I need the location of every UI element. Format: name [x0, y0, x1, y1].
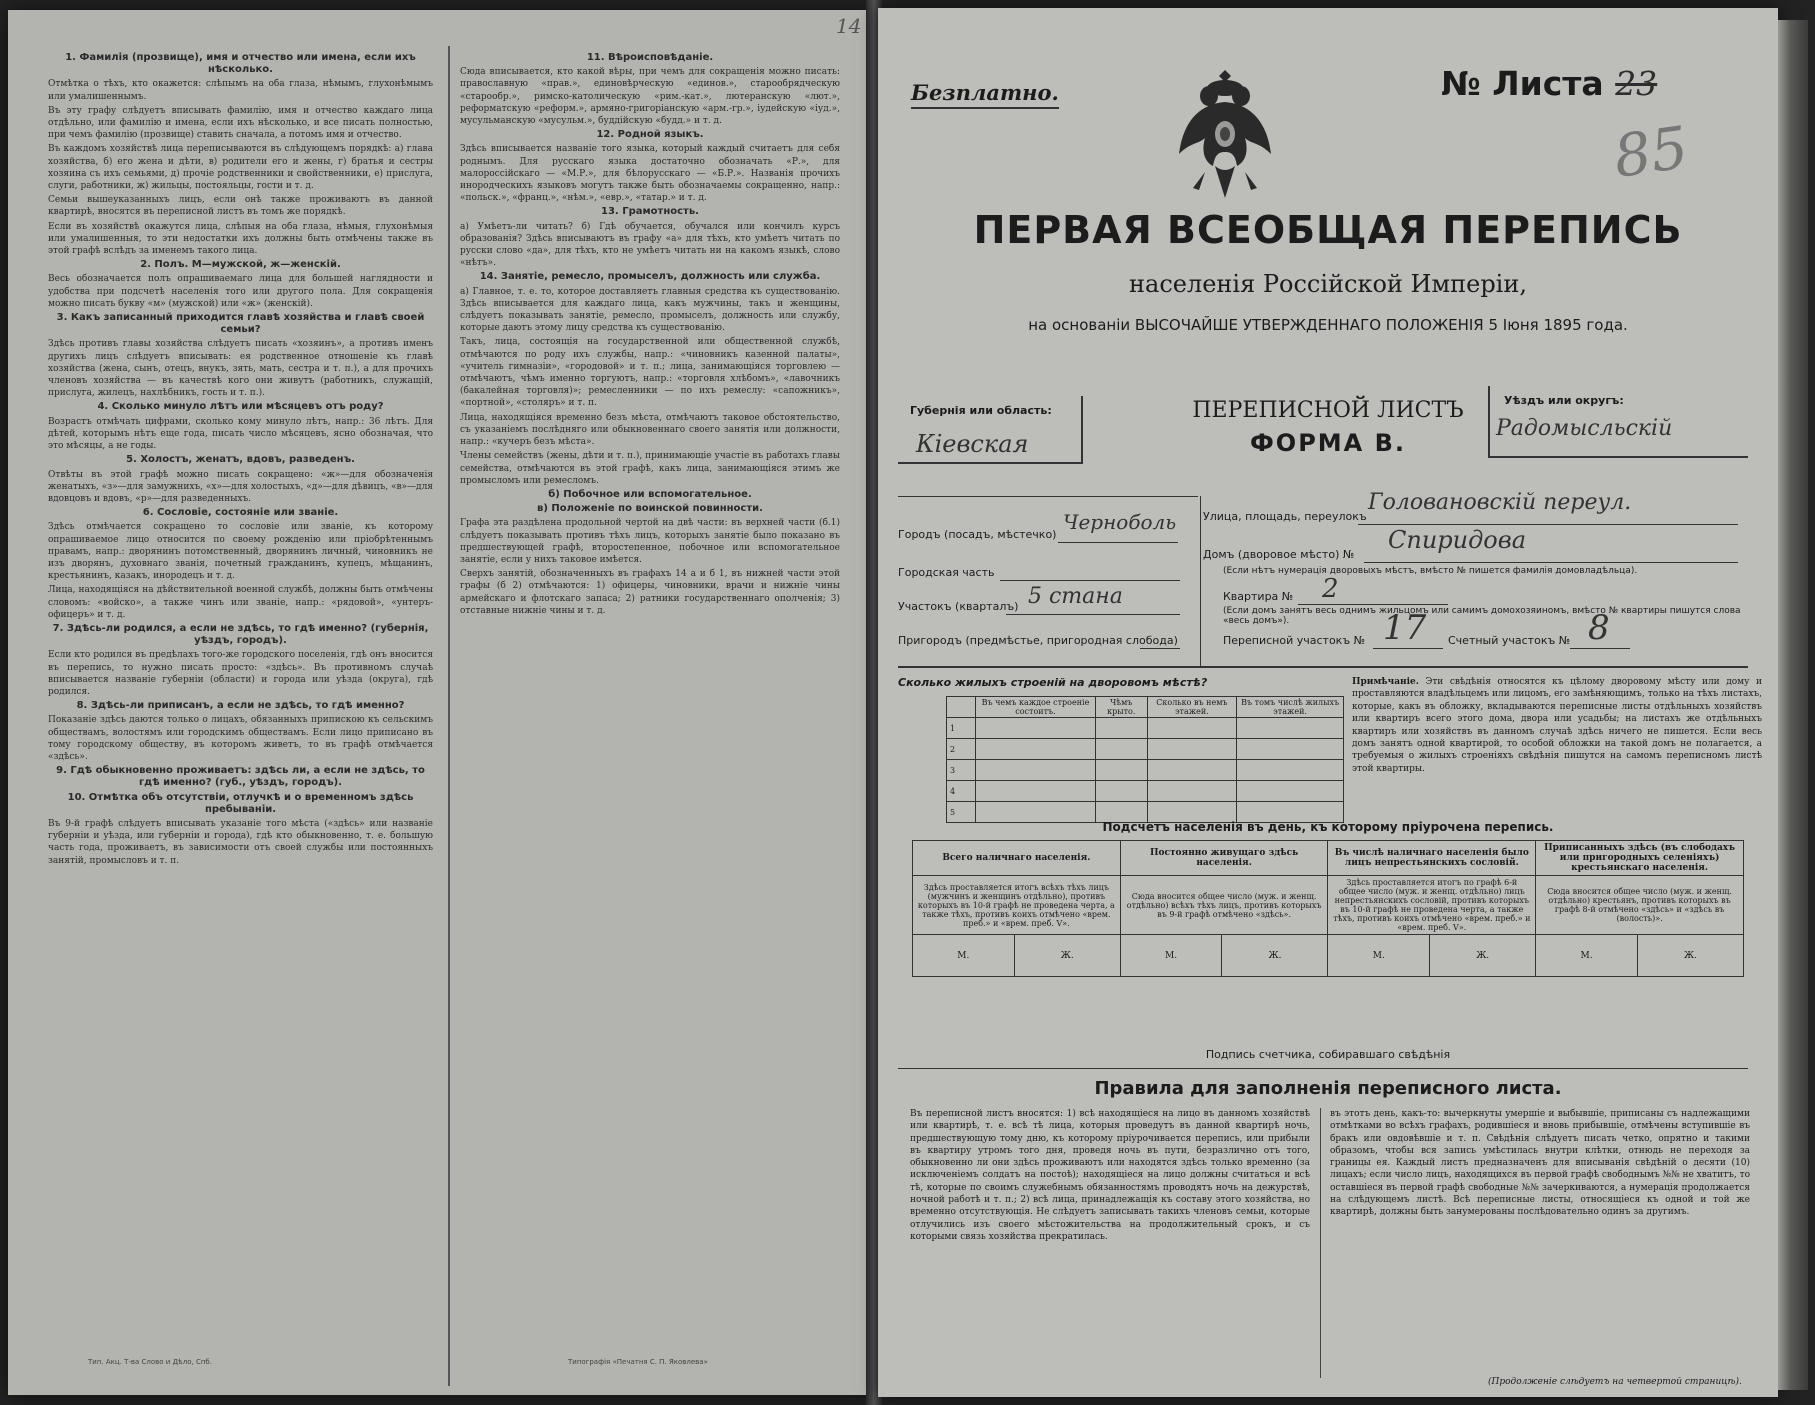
buildings-table: [946, 696, 1344, 823]
buildings-cell: [1095, 760, 1147, 781]
ward-line: [1006, 614, 1180, 615]
rules-column-2: въ этотъ день, какъ-то: вычеркнуты умершіе и выбывшіе, приписаны съ надлежащими отмѣтками во всѣхъ графахъ, родившіеся и вновь прибывшіе, отмѣчены вступившіе въ бракъ или овдовѣвшіе и т. п. Свѣдѣнія слѣдуетъ писать четко, опрятно и такими образомъ, чтобы вся запись умѣстилась внутри клѣтки, отнюдь не переходя за границы ея. Каждый листъ предназначенъ для вписыванія свѣдѣній о десяти (10) лицахъ; если число лицъ, находящихся въ первой графѣ свободнымъ №№ не хватитъ, то оставшіеся въ первой графѣ свободные №№ зачеркиваются, а нумерація продолжается на слѣдующемъ листѣ. Всѣ переписные листы, относящіеся къ одной и той же квартирѣ, должны быть занумерованы послѣдовательно одинъ за другимъ.: [1330, 1109, 1750, 1218]
suburb-line: [1140, 648, 1180, 649]
instruction-paragraph: Графа эта раздѣлена продольной чертой на двѣ части: въ верхней части (б.1) слѣдуетъ показывать противъ тѣхъ лицъ, которыхъ занятіе было показано въ предшествующей графѣ, второстепенное, побочное или вспомогательное занятіе, если у нихъ таковое имѣется.: [460, 518, 840, 565]
signature-divider: [898, 1068, 1748, 1069]
instruction-paragraph: Въ 9-й графѣ слѣдуетъ вписывать указаніе того мѣста («здѣсь» или названіе губерніи и уѣзда, или губерніи и города), гдѣ кто обыкновенно, т. е. большую часть года, проживаетъ, въ зависимости отъ своей службы или постоянныхъ занятій, промысловъ и т. п.: [48, 818, 433, 866]
page-stack-edge: [1778, 20, 1808, 1390]
buildings-note-head: Примѣчаніе.: [1352, 677, 1419, 687]
population-w-4: Ж.: [1637, 935, 1743, 977]
house-value: Спиридова: [1388, 526, 1527, 554]
house-line: [1364, 562, 1738, 563]
left-page: [8, 10, 870, 1395]
instruction-heading: 4. Сколько минуло лѣтъ или мѣсяцевъ отъ роду?: [97, 401, 384, 413]
section-divider-2: [898, 666, 1748, 668]
instruction-paragraph: Возрастъ отмѣчать цифрами, сколько кому минуло лѣтъ, напр.: 36 лѣтъ. Для дѣтей, которымъ нѣтъ еще года, писать число мѣсяцевъ, ясно обозначая, что это мѣсяцы, а не годы.: [48, 416, 433, 452]
population-h2: Постоянно живущаго здѣсь населенія.: [1120, 841, 1328, 876]
vertical-divider: [1200, 496, 1201, 666]
district-label: Уѣздъ или округъ:: [1504, 394, 1624, 407]
rules-divider: [1320, 1108, 1321, 1378]
buildings-row-number: 2: [947, 739, 976, 760]
buildings-row: [947, 739, 1344, 760]
instruction-paragraph: Здѣсь вписывается названіе того языка, который каждый считаетъ для себя роднымъ. Для русскаго языка достаточно обозначать «Р.», для малороссійскаго — «М.Р.», для бѣлорусскаго — «Б.Р.». Названія прочихъ инородческихъ языковъ могутъ также быть обозначаемы сокращенно, напр.: «польск.», «франц.», «нѣм.», «евр.», «татар.» и т. д.: [460, 144, 840, 204]
instruction-heading: 7. Здѣсь-ли родился, а если не здѣсь, то гдѣ именно? (губернія, уѣздъ, городъ).: [52, 622, 429, 647]
census-area-value: 17: [1383, 608, 1427, 648]
population-table: [912, 840, 1744, 977]
instruction-paragraph: Въ каждомъ хозяйствѣ лица переписываются въ слѣдующемъ порядкѣ: а) глава хозяйства, б) его жена и дѣти, в) родители его и жены, г) братья и сестры хозяина съ ихъ семьями, д) прочіе родственники и свойственники, е) прислуга, слуги, работники, ж) жильцы, постояльцы, гости и т. д.: [48, 144, 433, 192]
instruction-paragraph: Семьи вышеуказанныхъ лицъ, если онѣ также проживаютъ въ данной квартирѣ, вносятся въ переписной листъ въ томъ же порядкѣ.: [48, 195, 433, 218]
instruction-paragraph: Лица, находящіяся временно безъ мѣста, отмѣчаютъ таковое обстоятельство, съ указаніемъ послѣдняго или обыкновеннаго своего занятія или должности, напр.: «кучеръ безъ мѣста».: [460, 412, 840, 448]
population-w-1: Ж.: [1014, 935, 1120, 977]
imperial-eagle-emblem: [1175, 66, 1275, 206]
buildings-cell: [1237, 739, 1344, 760]
instruction-heading: 13. Грамотность.: [601, 206, 699, 218]
instruction-paragraph: Сверхъ занятій, обозначенныхъ въ графахъ 14 а и б 1, въ нижней части этой графы (б 2) отмѣчаются: 1) офицеры, чиновники, врачи и нижніе чины армейскаго и флотскаго запаса; 2) ратники государственнаго ополченія; 3) отставные нижніе чины и т. д.: [460, 569, 840, 616]
population-d1: Здѣсь проставляется итогъ всѣхъ тѣхъ лицъ (мужчинъ и женщинъ отдѣльно), противъ которыхъ въ 10-й графѣ не проведена черта, а также тѣхъ, противъ коихъ отмѣчено «врем. преб.» и «врем. преб. V».: [913, 876, 1121, 935]
sheet-number: [1441, 64, 1657, 103]
free-label: Безплатно.: [911, 80, 1059, 109]
instruction-paragraph: Отвѣты въ этой графѣ можно писать сокращено: «ж»—для обозначенія женатыхъ, «з»—для замужнихъ, «х»—для холостыхъ, «д»—для дѣвицъ, «в»—для вдовцовъ и вдовъ, «р»—для разведенныхъ.: [48, 469, 433, 504]
buildings-row-number: 5: [947, 802, 976, 823]
street-value: Головановскій переул.: [1368, 490, 1632, 515]
population-w-3: Ж.: [1430, 935, 1536, 977]
buildings-cell: [976, 739, 1096, 760]
form-type: ФОРМА В.: [1249, 429, 1406, 457]
instruction-paragraph: Если въ хозяйствѣ окажутся лица, слѣпыя на оба глаза, нѣмыя, глухонѣмыя или умалишенныя, то эти недостатки ихъ должны быть отмѣчены также въ этой графѣ вслѣдъ за именемъ такого лица.: [48, 221, 433, 257]
buildings-col-a: Въ чемъ каждое строеніе состоитъ.: [976, 697, 1096, 718]
city-line: [1058, 542, 1178, 543]
buildings-note-text: Эти свѣдѣнія относятся къ цѣлому дворовому мѣсту или дому и проставляются владѣльцемъ или лицомъ, его замѣняющимъ, только на тѣхъ листахъ, которые, какъ въ обложку, вкладываются переписные листы отдѣльныхъ хозяйствъ или квартиръ всего этого дома, двора или усадьбы; на листахъ же отдѣльныхъ квартиръ или хозяйствъ въ данномъ случаѣ здѣсь ничего не пишется. Если весь домъ занятъ одной квартирой, то особой обложки на такой домъ не полагается, а требуемыя о жилыхъ строеніяхъ свѣдѣнія пишутся на самомъ переписномъ листѣ этой квартиры.: [1352, 677, 1762, 774]
buildings-cell: [1237, 760, 1344, 781]
ward-value: 5 стана: [1028, 584, 1123, 609]
rules-continued-note: (Продолженіе слѣдуетъ на четвертой страницѣ).: [1488, 1377, 1742, 1387]
city-part-line: [1000, 580, 1180, 581]
population-m-1: М.: [913, 935, 1015, 977]
instruction-paragraph: Такъ, лица, состоящія на государственной или общественной службѣ, отмѣчаются по роду ихъ службы, напр.: «чиновникъ казенной палаты», «учитель гимназіи», «городовой» и т. п.; лица, занимающіяся торговлею — отмѣчаютъ, чѣмъ именно торгуютъ, напр.: «торговля хлѣбомъ», «лавочникъ (бакалейная торговля)»; ремесленники — по ихъ ремеслу: «сапожникъ», «портной», «столяръ» и т. п.: [460, 337, 840, 409]
instruction-paragraph: Члены семействъ (жены, дѣти и т. п.), принимающіе участіе въ работахъ главы семейства, отмѣчаются въ этой графѣ, какъ лица, занимающіяся этимъ же промысломъ или ремесломъ.: [460, 451, 840, 486]
instruction-heading: 6. Сословіе, состояніе или званіе.: [142, 507, 339, 519]
form-name: ПЕРЕПИСНОЙ ЛИСТЪ: [1192, 398, 1464, 423]
population-d2: Сюда вносится общее число (муж. и женщ. отдѣльно) всѣхъ тѣхъ лицъ, противъ которыхъ въ 9-й графѣ отмѣчено «здѣсь».: [1120, 876, 1328, 935]
page-number-handwritten: 14: [836, 14, 862, 38]
instruction-paragraph: Весь обозначается полъ опрашиваемаго лица для большей наглядности и удобства при подсчетѣ населенія того или другого пола. Для сокращенія можно писать букву «м» (мужской) или «ж» (женскій).: [48, 274, 433, 309]
buildings-cell: [1237, 718, 1344, 739]
province-label: Губернія или область:: [910, 404, 1052, 417]
buildings-cell: [1147, 781, 1237, 802]
buildings-cell: [1095, 781, 1147, 802]
instruction-heading: 2. Полъ. М—мужской, ж—женскій.: [140, 259, 341, 271]
buildings-row: [947, 760, 1344, 781]
population-h4: Приписанныхъ здѣсь (въ слободахъ или пригородныхъ селеніяхъ) крестьянскаго населенія.: [1536, 841, 1744, 876]
instruction-paragraph: Здѣсь противъ главы хозяйства слѣдуетъ писать «хозяинъ», а противъ именъ другихъ лицъ слѣдуетъ вписывать: ея родственное отношеніе къ главѣ хозяйства (жена, сынъ, отецъ, внукъ, зять, мать, сестра и т. п.), а для прочихъ членовъ хозяйства — въ качествѣ кого они живутъ (работникъ, служащій, прислуга, жилецъ, нахлѣбникъ, гость и т. п.).: [48, 339, 433, 399]
right-page: [878, 8, 1778, 1397]
count-area-line: [1570, 648, 1630, 649]
buildings-cell: [976, 760, 1096, 781]
buildings-cell: [1237, 781, 1344, 802]
rules-column-1: Въ переписной листъ вносятся: 1) всѣ находящіеся на лицо въ данномъ хозяйствѣ или квартирѣ, т. е. всѣ тѣ лица, которыя проведутъ въ данной квартирѣ ночь, предшествующую тому дню, къ которому пріурочивается перепись, или прибыли въ квартиру утромъ того дня, проведя ночь въ пути, безразлично отъ того, обыкновенно ли они здѣсь проживаютъ или находятся здѣсь только временно (за исключеніемъ солдатъ на постоѣ); находящіеся на лицо должны считаться и всѣ тѣ, которые по своимъ служебнымъ обязанностямъ проводятъ ночь на дежурствѣ, ночной работѣ и т. п.; 2) всѣ лица, принадлежащія къ составу этого хозяйства, но временно отсутствующія. Не слѣдуетъ записывать такихъ членовъ семьи, которые отлучились изъ своего мѣстожительства на продолжительный срокъ, и съ которыми связь хозяйства прекратилась.: [910, 1109, 1310, 1242]
buildings-cell: [1147, 739, 1237, 760]
instruction-heading: 5. Холостъ, женатъ, вдовъ, разведенъ.: [126, 454, 355, 466]
apartment-label: Квартира №: [1223, 590, 1294, 603]
instructions-column-2: [460, 50, 840, 619]
population-title: Подсчетъ населенія въ день, къ которому пріурочена перепись.: [1102, 820, 1554, 834]
instructions-column-1: [48, 50, 433, 869]
instruction-paragraph: Сюда вписывается, кто какой вѣры, при чемъ для сокращенія можно писать: православную «прав.», единовѣрческую «единов.», старообрядческую «старообр.», римско-католическую «рим.-кат.», лютеранскую «лют.», реформатскую «реформ.», армяно-григоріанскую «арм.-гр.», іудейскую «іуд.», мусульманскую «мусульм.», буддійскую «будд.» и т. д.: [460, 67, 840, 127]
instruction-paragraph: Отмѣтка о тѣхъ, кто окажется: слѣпымъ на оба глаза, нѣмымъ, глухонѣмымъ или умалишеннымъ.: [48, 79, 433, 102]
instruction-paragraph: Если кто родился въ предѣлахъ того-же городского поселенія, гдѣ онъ вносится въ перепись, то нужно писать просто: «здѣсь». Въ противномъ случаѣ вписывается названіе губерніи (области) и города или уѣзда (округа), гдѣ родился.: [48, 650, 433, 697]
sheet-number-handwritten: 23: [1615, 64, 1658, 103]
column-divider: [448, 46, 450, 1386]
instruction-heading: 11. Вѣроисповѣданіе.: [586, 52, 714, 63]
district-value: Радомысльскій: [1496, 416, 1673, 441]
count-area-value: 8: [1588, 608, 1610, 648]
census-title: ПЕРВАЯ ВСЕОБЩАЯ ПЕРЕПИСЬ: [973, 208, 1683, 252]
buildings-title: Сколько жилыхъ строеній на дворовомъ мѣстѣ?: [898, 676, 1208, 689]
province-value: Кіевская: [916, 430, 1029, 458]
population-m-3: М.: [1328, 935, 1430, 977]
buildings-row-number: 1: [947, 718, 976, 739]
buildings-cell: [976, 718, 1096, 739]
pencil-folio-number: 85: [1609, 113, 1693, 191]
census-area-label: Переписной участокъ №: [1223, 634, 1366, 647]
population-w-2: Ж.: [1222, 935, 1328, 977]
buildings-col-b: Чѣмъ крыто.: [1095, 697, 1147, 718]
buildings-cell: [1147, 718, 1237, 739]
instruction-heading: 1. Фамилія (прозвище), имя и отчество или имена, если ихъ нѣсколько.: [65, 52, 416, 76]
instruction-heading: 3. Какъ записанный приходится главѣ хозяйства и главѣ своей семьи?: [56, 312, 425, 336]
instruction-paragraph: Въ эту графу слѣдуетъ вписывать фамилію, имя и отчество каждаго лица отдѣльно, или фамилію и имена, если ихъ нѣсколько, и все писать полностью, при чемъ фамилію (прозвище) ставить сначала, а потомъ имя и отчество.: [48, 105, 433, 141]
city-part-label: Городская часть: [898, 566, 995, 579]
population-m-2: М.: [1120, 935, 1222, 977]
population-h1: Всего наличнаго населенія.: [913, 841, 1121, 876]
buildings-col-no: [947, 697, 976, 718]
buildings-row-number: 4: [947, 781, 976, 802]
printer-imprint-right: Типографія «Печатня С. П. Яковлева»: [568, 1358, 708, 1366]
suburb-label: Пригородъ (предмѣстье, пригородная слобода): [898, 634, 1178, 647]
population-h3: Въ числѣ наличнаго населенія было лицъ непрестьянскихъ сословій.: [1328, 841, 1536, 876]
census-decree-line: на основаніи ВЫСОЧАЙШЕ УТВЕРЖДЕННАГО ПОЛОЖЕНІЯ 5 Іюня 1895 года.: [1028, 316, 1628, 334]
house-note: (Если нѣтъ нумерація дворовыхъ мѣстъ, вмѣсто № пишется фамилія домовладѣльца).: [1223, 566, 1638, 576]
printer-imprint-left: Тип. Акц. Т-ва Слово и Дѣло, Спб.: [88, 1358, 212, 1366]
buildings-row: [947, 718, 1344, 739]
buildings-cell: [1147, 760, 1237, 781]
census-area-line: [1373, 648, 1443, 649]
buildings-cell: [1095, 739, 1147, 760]
instruction-paragraph: Показаніе здѣсь даются только о лицахъ, обязанныхъ припискою къ сельскимъ обществамъ, волостямъ или городскимъ обществамъ. Если лицо приписано въ тому городскому обществу, въ которомъ живетъ, то въ графѣ отмѣчается «здѣсь».: [48, 715, 433, 762]
section-divider: [898, 496, 1198, 497]
buildings-row: [947, 781, 1344, 802]
district-box: [1488, 386, 1748, 458]
buildings-cell: [976, 781, 1096, 802]
instruction-heading: 14. Занятіе, ремесло, промыселъ, должность или служба.: [479, 271, 821, 283]
sheet-number-label: № Листа: [1441, 64, 1604, 103]
house-label: Домъ (дворовое мѣсто) №: [1203, 548, 1355, 561]
instruction-heading: 10. Отмѣтка объ отсутствіи, отлучкѣ и о временномъ здѣсь пребываніи.: [67, 791, 414, 815]
instruction-heading: в) Положеніе по воинской повинности.: [537, 503, 763, 515]
population-d4: Сюда вносится общее число (муж. и женщ. отдѣльно) крестьянъ, противъ которыхъ въ графѣ 8-й отмѣчено «здѣсь» и «здѣсь въ (волость)».: [1536, 876, 1744, 935]
apartment-note: (Если домъ занятъ весь однимъ жильцомъ или самимъ домохозяиномъ, вмѣсто № квартиры пишутся слова «весь домъ»).: [1223, 606, 1741, 626]
buildings-col-d: Въ томъ числѣ жилыхъ этажей.: [1237, 697, 1344, 718]
instruction-paragraph: а) Умѣетъ-ли читать? б) Гдѣ обучается, обучался или кончилъ курсъ образованія? Здѣсь вписываютъ въ графу «а» для тѣхъ, кто умѣетъ читать по русски слово «да», для тѣхъ, кто не умѣетъ читать ни на какомъ языкѣ, слово «нѣтъ».: [460, 221, 840, 269]
apartment-value: 2: [1322, 574, 1339, 604]
instruction-heading: 12. Родной языкъ.: [596, 129, 704, 141]
instruction-heading: 8. Здѣсь-ли приписанъ, а если не здѣсь, то гдѣ именно?: [76, 700, 405, 712]
city-value: Черноболь: [1063, 510, 1177, 534]
instruction-paragraph: Лица, находящіяся на дѣйствительной военной службѣ, должны быть отмѣчены словомъ: «войско», а также чинъ или званіе, напр.: «рядовой», «унтеръ-офицеръ» и т. д.: [48, 585, 433, 620]
rules-title: Правила для заполненія переписного листа.: [1094, 1078, 1562, 1099]
apartment-line: [1298, 604, 1448, 605]
buildings-cell: [1095, 718, 1147, 739]
instruction-paragraph: а) Главное, т. е. то, которое доставляетъ главныя средства къ существованію. Здѣсь вписывается для каждаго лица, какъ мужчины, такъ и женщины, слѣдуетъ показывать занятіе, ремесло, промыселъ, должность или службу, которые даютъ этому лицу средства къ существованію.: [460, 286, 840, 334]
population-m-4: М.: [1536, 935, 1638, 977]
instruction-paragraph: Здѣсь отмѣчается сокращено то сословіе или званіе, къ которому опрашиваемое лицо относится по своему рожденію или пріобрѣтеннымъ правамъ, напр.: дворянинъ потомственный, дворянинъ личный, чиновникъ не изъ дворянъ, духовнаго званія, почетный гражданинъ, купецъ, мѣщанинъ, крестьянинъ, казакъ, инородецъ и т. д.: [48, 522, 433, 582]
buildings-note: [1352, 676, 1762, 775]
census-subtitle: населенія Россійской Имперіи,: [1129, 270, 1527, 298]
ward-label: Участокъ (кварталъ): [898, 600, 1019, 613]
street-line: [1358, 524, 1738, 525]
instruction-heading: б) Побочное или вспомогательное.: [548, 488, 752, 500]
instruction-heading: 9. Гдѣ обыкновенно проживаетъ: здѣсь ли, а если не здѣсь, то гдѣ именно? (губ., уѣздъ, городъ).: [56, 765, 425, 789]
count-area-label: Счетный участокъ №: [1448, 634, 1571, 647]
population-d3: Здѣсь проставляется итогъ по графѣ 6-й общее число (муж. и женщ. отдѣльно) лицъ непрестьянскихъ сословій, противъ которыхъ въ 10-й графѣ не проведена черта, а также тѣхъ, противъ коихъ отмѣчено «врем. преб.» и «врем. преб. V».: [1328, 876, 1536, 935]
buildings-col-c: Сколько въ немъ этажей.: [1147, 697, 1237, 718]
enumerator-signature-label: Подпись счетчика, собиравшаго свѣдѣнія: [1205, 1048, 1451, 1061]
buildings-row-number: 3: [947, 760, 976, 781]
city-label: Городъ (посадъ, мѣстечко): [898, 528, 1057, 541]
street-label: Улица, площадь, переулокъ: [1203, 510, 1367, 523]
